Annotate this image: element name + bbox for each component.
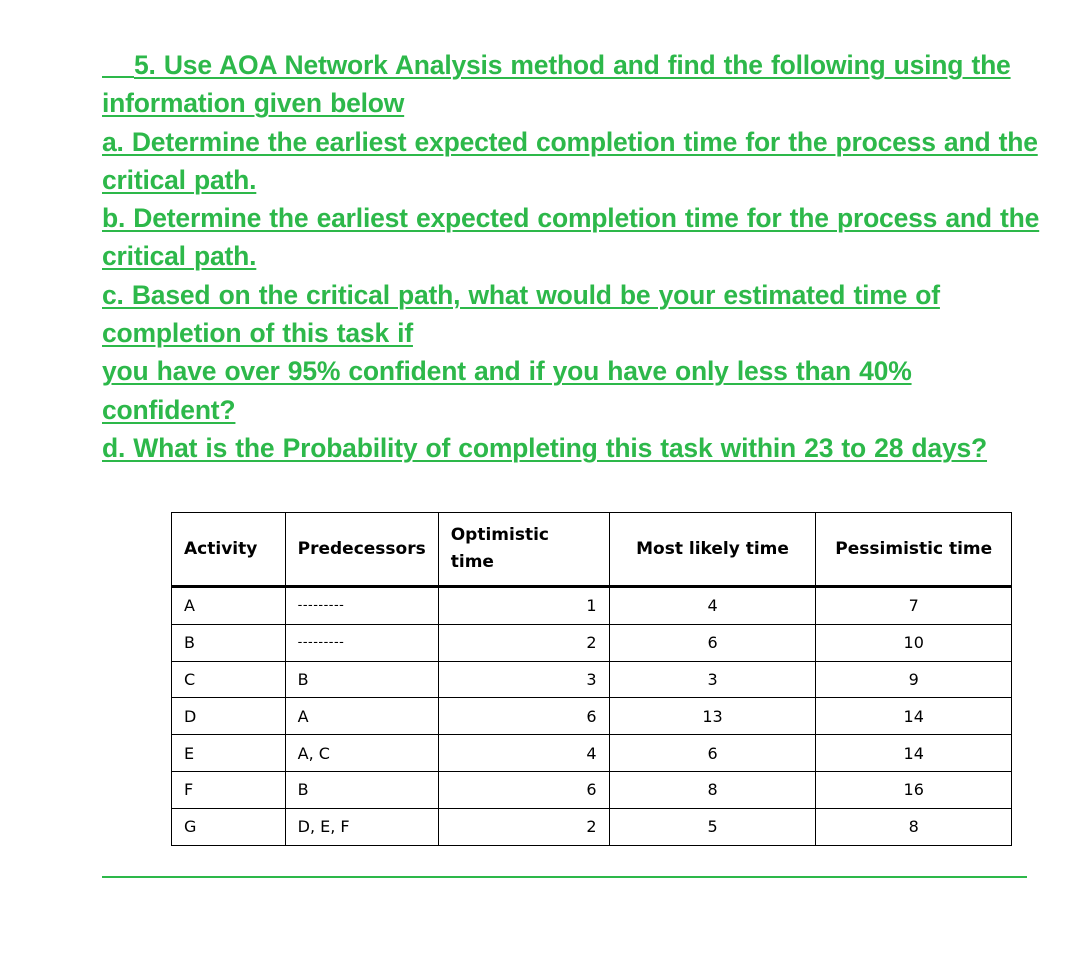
cell-optimistic: 3 [438,661,609,698]
table-row [172,587,1012,624]
cell-most-likely: 6 [609,735,816,772]
title-underline-lead [102,76,134,78]
table-row [172,698,1012,735]
question-line-intro: 5. Use AOA Network Analysis method and find the following using the information given below [102,50,1011,119]
table-row [172,661,1012,698]
cell-predecessors: --------- [285,624,438,661]
cell-activity: F [172,771,286,808]
cell-activity: A [172,587,286,624]
header-pessimistic: Pessimistic time [816,513,1012,586]
cell-predecessors: A [285,698,438,735]
question-line-c: c. Based on the critical path, what would be your estimated time of completion of this task if [102,279,940,349]
cell-optimistic: 6 [438,771,609,808]
cell-pessimistic: 14 [816,735,1012,772]
cell-activity: B [172,624,286,661]
cell-optimistic: 6 [438,698,609,735]
cell-activity: G [172,808,286,845]
cell-most-likely: 8 [609,771,816,808]
table-row [172,735,1012,772]
cell-pessimistic: 16 [816,771,1012,808]
question-line-d: d. What is the Probability of completing this task within 23 to 28 days? [102,432,988,463]
cell-optimistic: 2 [438,808,609,845]
table-header-row [172,513,1012,586]
cell-activity: E [172,735,286,772]
table-row [172,624,1012,661]
cell-pessimistic: 14 [816,698,1012,735]
cell-activity: C [172,661,286,698]
cell-predecessors: --------- [285,587,438,624]
header-optimistic: Optimistic time [438,513,609,586]
cell-pessimistic: 7 [816,587,1012,624]
question-line-a: a. Determine the earliest expected completion time for the process and the critical path. [102,126,1038,195]
cell-pessimistic: 10 [816,624,1012,661]
cell-activity: D [172,698,286,735]
cell-optimistic: 1 [438,587,609,624]
cell-most-likely: 13 [609,698,816,735]
question-text [102,46,1042,467]
cell-pessimistic: 8 [816,808,1012,845]
header-predecessors: Predecessors [285,513,438,586]
cell-pessimistic: 9 [816,661,1012,698]
cell-predecessors: D, E, F [285,808,438,845]
cell-predecessors: A, C [285,735,438,772]
question-line-b: b. Determine the earliest expected completion time for the process and the critical path. [102,203,1040,272]
cell-most-likely: 6 [609,624,816,661]
cell-most-likely: 3 [609,661,816,698]
table-row [172,771,1012,808]
activity-table [171,512,1012,846]
cell-most-likely: 5 [609,808,816,845]
cell-optimistic: 4 [438,735,609,772]
header-activity: Activity [172,513,286,586]
cell-predecessors: B [285,771,438,808]
cell-optimistic: 2 [438,624,609,661]
header-most-likely: Most likely time [609,513,816,586]
cell-predecessors: B [285,661,438,698]
table-row [172,808,1012,845]
cell-most-likely: 4 [609,587,816,624]
bottom-divider [102,876,1027,878]
question-line-c-cont: you have over 95% confident and if you have only less than 40% confident? [102,356,912,425]
